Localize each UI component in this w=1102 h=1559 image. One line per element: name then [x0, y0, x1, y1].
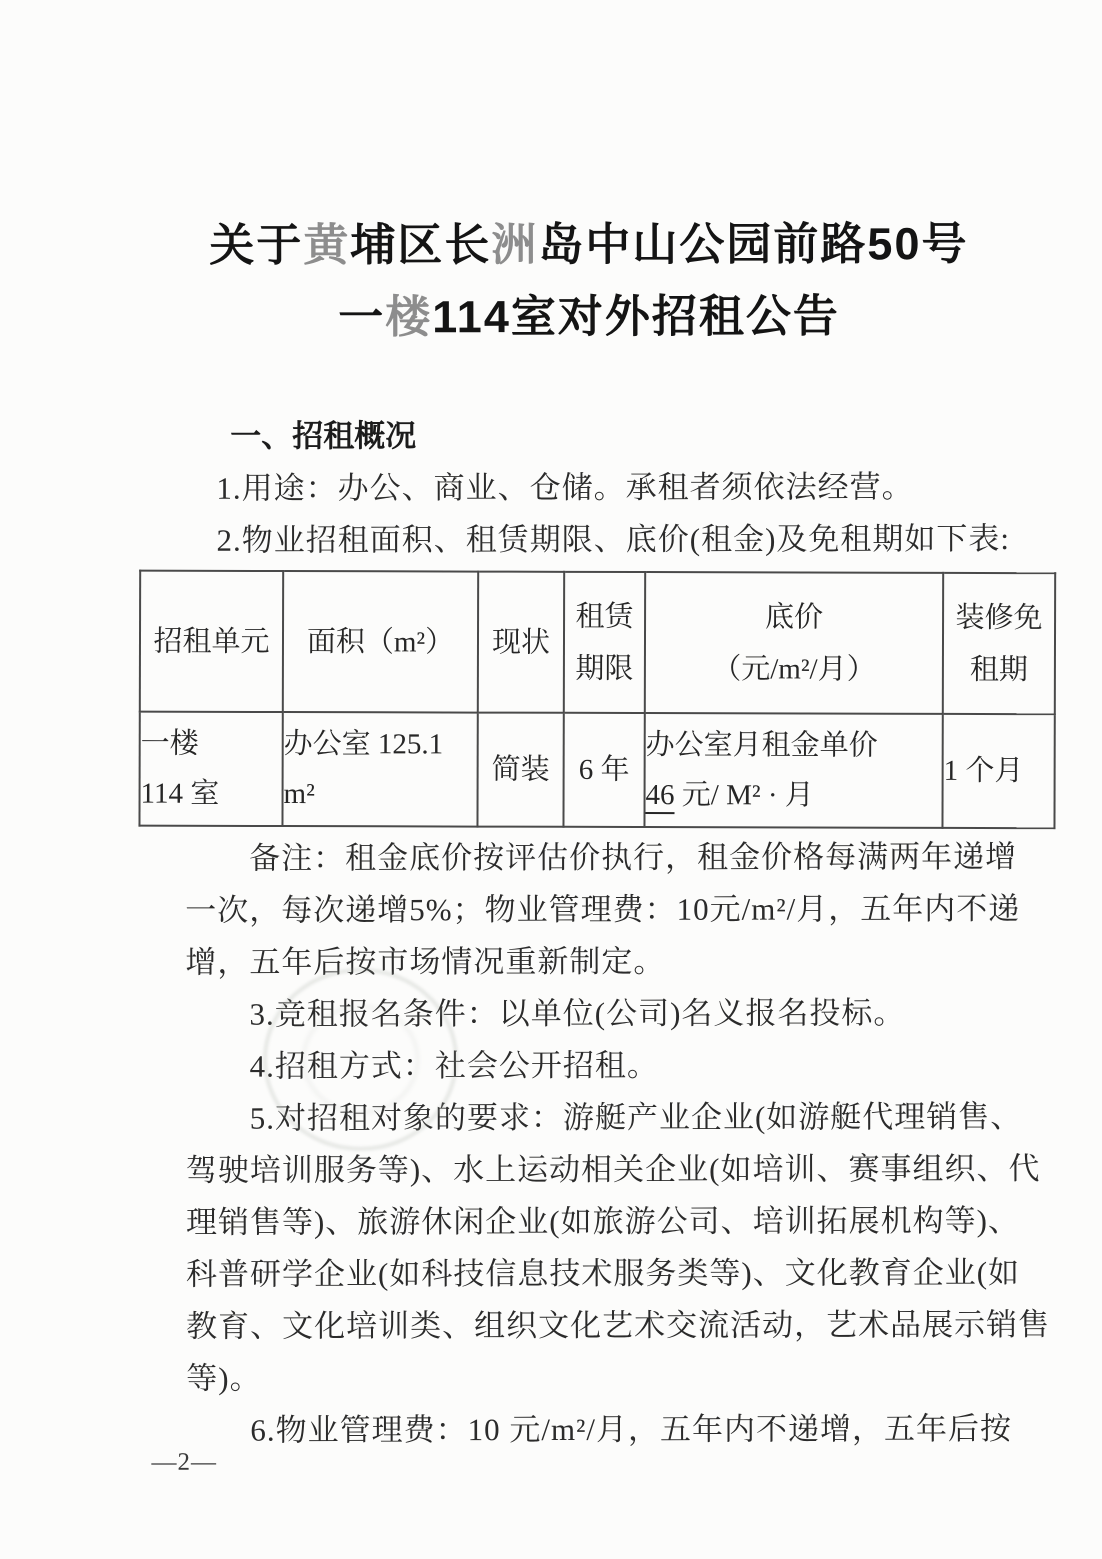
cell-fitout-rent-free: 1 个月: [942, 714, 1054, 828]
remark-line: 增，五年后按市场情况重新制定。: [185, 943, 666, 980]
title-text-segment: 关于: [209, 219, 304, 271]
header-line: 招租单元: [153, 625, 270, 658]
title-text-segment: 岛中山公园前路50号: [538, 218, 969, 271]
underlined-rate: 46: [646, 779, 675, 814]
title-text-segment: 黄: [303, 219, 351, 271]
area-line: m²: [283, 778, 315, 811]
header-line: 底价: [765, 600, 824, 634]
clause-6-management-fee: 6.物业管理费：10 元/m²/月，五年内不递增，五年后按: [250, 1411, 1013, 1448]
cell-area: [282, 712, 477, 827]
header-line: 现状: [491, 626, 551, 659]
header-line: 租期: [969, 653, 1028, 686]
title-text-segment: 埔区长: [350, 219, 492, 271]
header-area: [283, 571, 478, 713]
clause-5-line: 科普研学企业(如科技信息技术服务类等)、文化教育企业(如: [185, 1255, 1021, 1292]
table-header-row: [140, 571, 1055, 715]
header-line: 租赁: [575, 600, 634, 633]
header-rental-unit: [140, 571, 283, 712]
rental-terms-table: [138, 570, 1056, 830]
header-line: （元/m²/月）: [712, 652, 876, 686]
remark-line: 备注：租金底价按评估价执行，租金价格每满两年递增: [249, 839, 1018, 876]
clause-2-table-intro: 2.物业招租面积、租赁期限、底价(租金)及免租期如下表:: [216, 521, 1011, 558]
title-text-segment: 一: [338, 291, 386, 343]
section-heading: 一、招租概况: [230, 418, 417, 454]
clause-4-rental-method: 4.招租方式：社会公开招租。: [249, 1047, 659, 1084]
clause-5-line: 教育、文化培训类、组织文化艺术交流活动，艺术品展示销售: [186, 1306, 1051, 1344]
clause-5-line: 驾驶培训服务等)、水上运动相关企业(如培训、赛事组织、代: [185, 1150, 1041, 1188]
header-lease-term: [564, 572, 645, 713]
cell-base-price: [644, 713, 942, 828]
clause-3-bidder-requirement: 3.竞租报名条件：以单位(公司)名义报名投标。: [249, 995, 906, 1032]
page-number: —2—: [151, 1448, 217, 1476]
faint-seal-stamp: [263, 968, 457, 1150]
cell-rental-unit: [139, 712, 282, 826]
price-line: [645, 770, 941, 821]
area-line: 办公室 125.1: [283, 728, 444, 761]
title-text-segment: 楼: [385, 291, 433, 343]
title-line-1: [77, 208, 1101, 282]
header-fitout-rent-free: [943, 573, 1055, 714]
unit-line: 114 室: [140, 777, 220, 810]
unit-line: 一楼: [140, 727, 199, 760]
clause-5-line: 等)。: [186, 1360, 262, 1396]
rate-units: 元/ M² · 月: [674, 779, 814, 812]
header-line: 期限: [575, 652, 634, 685]
document-title: [0, 208, 1101, 354]
title-text-segment: 114室对外招租公告: [432, 290, 840, 343]
faint-seal-inner-ring: [302, 1005, 418, 1113]
clause-5-line: 理销售等)、旅游休闲企业(如旅游公司、培训拓展机构等)、: [185, 1203, 1020, 1240]
table-data-row: [139, 712, 1054, 829]
title-text-segment: 洲: [491, 219, 539, 271]
clause-1-usage: 1.用途：办公、商业、仓储。承租者须依法经营。: [216, 469, 914, 506]
header-line: 装修免: [955, 601, 1043, 634]
cell-condition: 简装: [477, 713, 563, 827]
header-line: 面积（m²）: [306, 625, 455, 659]
document-body: [140, 409, 1056, 1457]
remark-line: 一次，每次递增5%；物业管理费：10元/m²/月，五年内不递: [185, 891, 1021, 928]
title-line-2: [77, 280, 1101, 354]
header-condition: [478, 572, 564, 713]
cell-lease-term: 6 年: [563, 713, 644, 827]
header-base-price: [645, 572, 943, 714]
price-line: 办公室月租金单价: [645, 729, 878, 762]
clause-5-line: 5.对招租对象的要求：游艇产业企业(如游艇代理销售、: [249, 1099, 1023, 1136]
